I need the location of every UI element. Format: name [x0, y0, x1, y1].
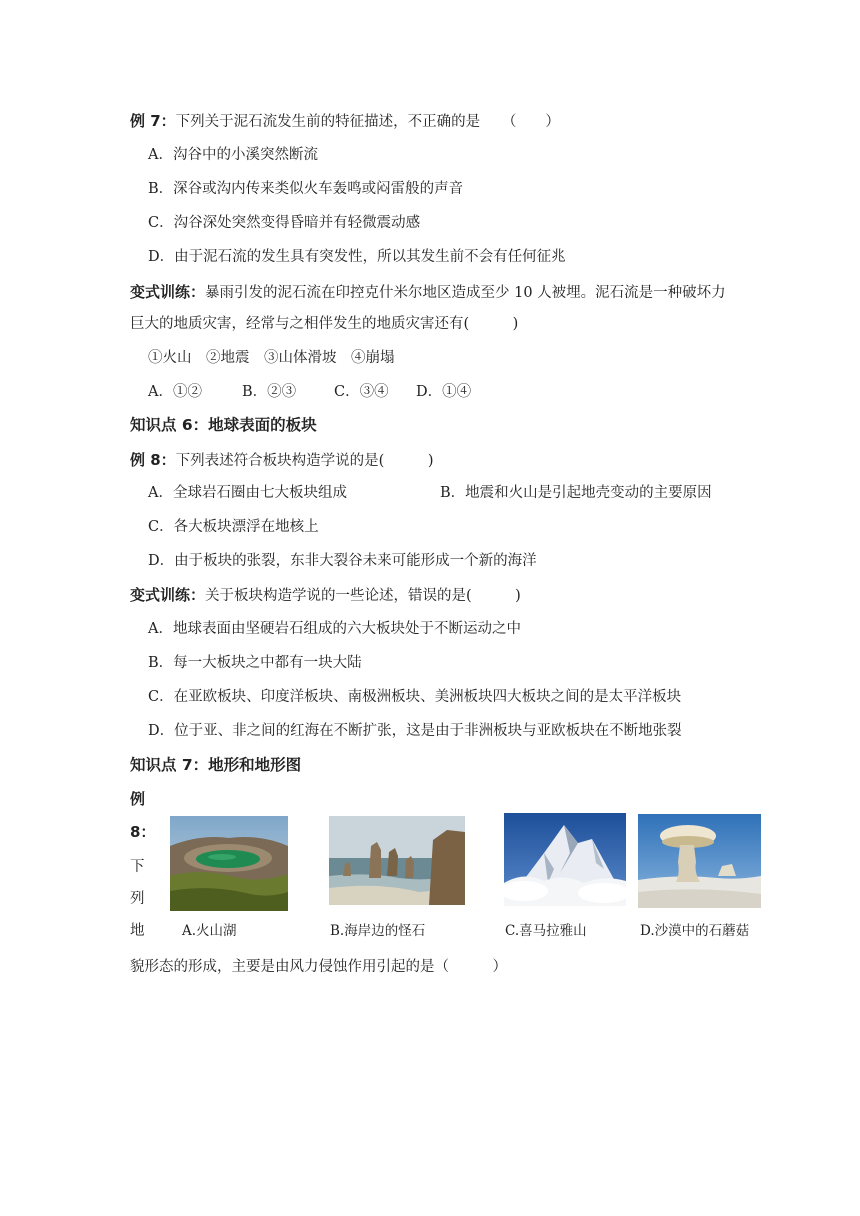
variant-2-label: 变式训练：: [130, 586, 206, 604]
caption-d: D.沙漠中的石蘑菇: [640, 923, 750, 939]
example-7-text: 下列关于泥石流发生前的特征描述，不正确的是 （ ）: [175, 114, 560, 130]
volcanic-lake-photo: [170, 816, 288, 911]
variant-1-option-a: A．①②: [148, 384, 202, 400]
caption-b: B.海岸边的怪石: [330, 923, 426, 939]
variant-1-option-b: B．②③: [242, 384, 297, 400]
example-8b-vertical-char-2: 列: [130, 891, 145, 907]
example-8-text: 下列表述符合板块构造学说的是( ): [175, 453, 434, 469]
example-7-option-a: A．沟谷中的小溪突然断流: [148, 147, 318, 163]
variant-2-option-a: A．地球表面由坚硬岩石组成的六大板块处于不断运动之中: [148, 621, 521, 637]
variant-2-option-c: C．在亚欧板块、印度洋板块、南极洲板块、美洲板块四大板块之间的是太平洋板块: [148, 689, 682, 705]
caption-c: C.喜马拉雅山: [505, 923, 587, 939]
example-7-stem: [130, 111, 560, 132]
example-7-label: 例 7：: [130, 112, 176, 130]
example-8-label: 例 8：: [130, 451, 176, 469]
coastal-rocks-photo: [329, 816, 465, 905]
variant-1-items: ①火山 ②地震 ③山体滑坡 ④崩塌: [148, 350, 395, 366]
caption-a: A.火山湖: [182, 923, 237, 939]
example-8-stem: [130, 450, 433, 471]
example-7-option-c: C．沟谷深处突然变得昏暗并有轻微震动感: [148, 215, 421, 231]
variant-1-option-c: C．③④: [334, 384, 389, 400]
variant-1-stem: [130, 282, 726, 303]
variant-1-text-line2: 巨大的地质灾害，经常与之相伴发生的地质灾害还有( ): [130, 316, 519, 332]
example-7-option-b: B．深谷或沟内传来类似火车轰鸣或闷雷般的声音: [148, 181, 464, 197]
variant-1-label: 变式训练：: [130, 283, 206, 301]
variant-1-text-line1: 暴雨引发的泥石流在印控克什米尔地区造成至少 10 人被埋。泥石流是一种破坏力: [205, 285, 726, 301]
example-7-option-d: D．由于泥石流的发生具有突发性，所以其发生前不会有任何征兆: [148, 249, 566, 265]
example-8b-label-line1: 例: [130, 790, 146, 808]
example-8b-vertical-char-3: 地: [130, 923, 145, 939]
example-8-option-a: A．全球岩石圈由七大板块组成: [148, 485, 347, 501]
example-8b-vertical-char-1: 下: [130, 859, 145, 875]
example-8-option-b: B．地震和火山是引起地壳变动的主要原因: [440, 485, 712, 501]
example-8-option-d: D．由于板块的张裂，东非大裂谷未来可能形成一个新的海洋: [148, 553, 537, 569]
example-8b-label-line2: 8：: [130, 823, 156, 841]
knowledge-point-6-title: 知识点 6：地球表面的板块: [130, 416, 317, 434]
variant-1-option-d: D．①④: [416, 384, 472, 400]
example-8-option-c: C．各大板块漂浮在地核上: [148, 519, 319, 535]
variant-2-text: 关于板块构造学说的一些论述，错误的是( ): [205, 588, 521, 604]
himalaya-photo: [504, 813, 626, 906]
variant-2-stem: [130, 585, 521, 606]
desert-mushroom-rock-photo: [638, 814, 761, 908]
knowledge-point-7-title: 知识点 7：地形和地形图: [130, 756, 302, 774]
variant-2-option-b: B．每一大板块之中都有一块大陆: [148, 655, 362, 671]
example-8b-stem-tail: 貌形态的形成，主要是由风力侵蚀作用引起的是（ ）: [130, 959, 507, 975]
variant-2-option-d: D．位于亚、非之间的红海在不断扩张，这是由于非洲板块与亚欧板块在不断地张裂: [148, 723, 682, 739]
